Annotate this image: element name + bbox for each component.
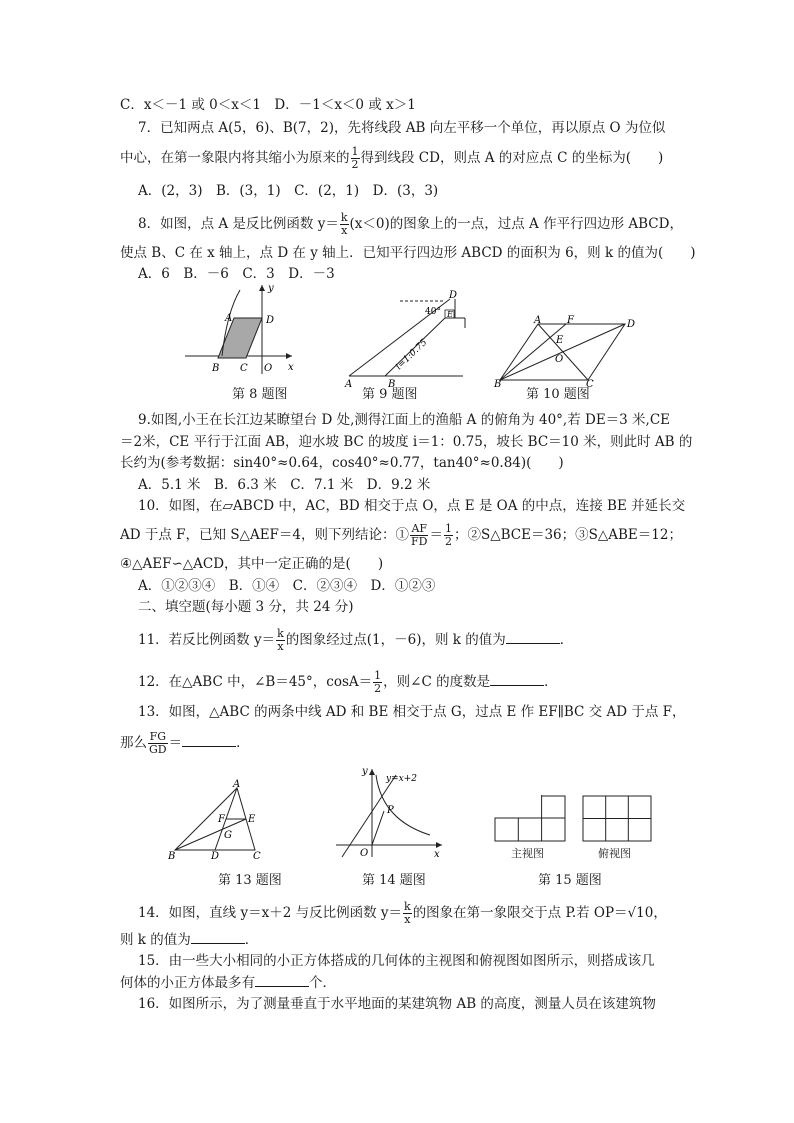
q7-options: A．(2，3) B．(3，1) C．(2，1) D．(3，3) bbox=[138, 183, 439, 199]
label-top-view: 俯视图 bbox=[598, 847, 631, 860]
q14-stem-2: 则 k 的值为 ． bbox=[120, 932, 259, 948]
svg-text:y: y bbox=[268, 283, 274, 294]
q10-stem-1: 10．如图，在▱ABCD 中，AC，BD 相交于点 O，点 E 是 OA 的中点，连接 BE 并延长交 bbox=[138, 498, 686, 514]
svg-text:B: B bbox=[168, 851, 176, 862]
section-2-heading: 二、填空题(每小题 3 分，共 24 分) bbox=[138, 599, 354, 615]
svg-text:E: E bbox=[556, 335, 564, 346]
fraction-k-over-x-14: $\frac{k}{x}$ bbox=[404, 900, 411, 926]
figure-14 bbox=[330, 765, 450, 861]
fraction-half-10: $\frac{1}{2}$ bbox=[444, 522, 452, 548]
figure-15-top-view bbox=[582, 795, 652, 843]
fraction-half: $\frac{1}{2}$ bbox=[351, 145, 359, 171]
svg-text:A: A bbox=[345, 379, 353, 390]
q8-stem-2: 使点 B、C 在 x 轴上，点 D 在 y 轴上．已知平行四边形 ABCD 的面积为 6，则 k 的值为( ) bbox=[120, 245, 696, 261]
svg-text:E: E bbox=[447, 310, 453, 319]
svg-text:x: x bbox=[288, 362, 294, 373]
svg-text:D: D bbox=[449, 290, 458, 301]
svg-text:G: G bbox=[224, 830, 232, 841]
svg-text:x: x bbox=[434, 849, 440, 860]
answer-blank-12 bbox=[490, 672, 544, 686]
svg-text:B: B bbox=[494, 379, 502, 390]
answer-blank-14 bbox=[191, 930, 245, 944]
svg-text:F: F bbox=[218, 814, 225, 825]
q9-stem-3: 长约为(参考数据：sin40°≈0.64，cos40°≈0.77，tan40°≈0.84)( ) bbox=[120, 455, 564, 471]
svg-text:B: B bbox=[212, 363, 220, 374]
label-front-view: 主视图 bbox=[511, 847, 544, 860]
q13-stem-2: 那么 $\frac{FG}{GD}$ ＝ ． bbox=[120, 730, 250, 756]
svg-text:D: D bbox=[211, 851, 220, 862]
caption-figure-13: 第 13 题图 bbox=[218, 873, 282, 888]
q8-stem-1: 8．如图，点 A 是反比例函数 y＝ $\frac{k}{x}$ (x＜0)的图象上的一点，过点 A 作平行四边形 ABCD， bbox=[138, 211, 683, 237]
svg-text:C: C bbox=[253, 851, 261, 862]
fraction-half-12: $\frac{1}{2}$ bbox=[374, 669, 382, 695]
svg-text:F: F bbox=[567, 315, 574, 326]
svg-text:40°: 40° bbox=[425, 307, 441, 317]
figure-15-front-view bbox=[494, 795, 566, 843]
answer-blank-13 bbox=[182, 733, 236, 747]
svg-text:C: C bbox=[586, 379, 594, 390]
q10-stem-2: AD 于点 F，已知 S△AEF＝4，则下列结论：① $\frac{AF}{FD}$ ＝ $\frac{1}{2}$ ；②S△BCE＝36；③S△ABE＝12； bbox=[120, 522, 682, 548]
caption-figure-9: 第 9 题图 bbox=[362, 387, 418, 402]
svg-text:y: y bbox=[362, 766, 368, 777]
q15-stem-1: 15．由一些大小相同的小正方体搭成的几何体的主视图和俯视图如图所示，则搭成该几 bbox=[138, 953, 655, 969]
answer-blank-15 bbox=[255, 973, 309, 987]
caption-figure-14: 第 14 题图 bbox=[362, 873, 426, 888]
svg-text:O: O bbox=[264, 363, 273, 374]
q10-options: A．①②③④ B．①④ C．②③④ D．①②③ bbox=[138, 578, 436, 594]
fraction-k-over-x-11: $\frac{k}{x}$ bbox=[277, 627, 284, 653]
answer-blank-11 bbox=[506, 630, 560, 644]
svg-text:A: A bbox=[534, 315, 542, 326]
q9-stem-2: ＝2米，CE 平行于江面 AB，迎水坡 BC 的坡度 i＝1：0.75，坡长 BC＝10 米，则此时 AB 的 bbox=[120, 434, 693, 450]
q15-stem-2: 何体的小正方体最多有 个． bbox=[120, 975, 336, 991]
svg-text:O: O bbox=[555, 354, 564, 365]
svg-text:O: O bbox=[360, 848, 369, 859]
q9-options: A．5.1 米 B．6.3 米 C．7.1 米 D．9.2 米 bbox=[138, 477, 431, 493]
q8-options: A．6 B．－6 C．3 D．－3 bbox=[138, 266, 335, 282]
svg-text:C: C bbox=[240, 363, 248, 374]
fraction-af-fd: $\frac{AF}{FD}$ bbox=[411, 522, 428, 548]
q6-options-cd: C．x＜－1 或 0＜x＜1 D．－1＜x＜0 或 x＞1 bbox=[120, 97, 416, 113]
fraction-k-over-x: $\frac{k}{x}$ bbox=[340, 211, 348, 237]
caption-figure-8: 第 8 题图 bbox=[232, 387, 288, 402]
svg-text:A: A bbox=[225, 313, 233, 324]
svg-text:D: D bbox=[266, 315, 275, 326]
q7-stem-1: 7．已知两点 A(5，6)、B(7，2)，先将线段 AB 向左平移一个单位，再以原点 O 为位似 bbox=[138, 120, 666, 136]
fraction-fg-gd: $\frac{FG}{GD}$ bbox=[149, 730, 167, 756]
q7-stem-2: 中心，在第一象限内将其缩小为原来的 $\frac{1}{2}$ 得到线段 CD，则点 A 的对应点 C 的坐标为( ) bbox=[120, 145, 664, 171]
figure-8 bbox=[180, 282, 300, 378]
caption-figure-15: 第 15 题图 bbox=[538, 873, 602, 888]
figure-9 bbox=[345, 288, 475, 390]
q11-stem: 11．若反比例函数 y＝ $\frac{k}{x}$ 的图象经过点(1，－6)，则 k 的值为 ． bbox=[138, 627, 574, 653]
q14-stem-1: 14．如图，直线 y＝x＋2 与反比例函数 y＝ $\frac{k}{x}$ 的图象在第一象限交于点 P.若 OP＝√10， bbox=[138, 900, 667, 926]
q10-stem-3: ④△AEF∽△ACD，其中一定正确的是( ) bbox=[120, 556, 384, 572]
svg-text:A: A bbox=[233, 779, 241, 790]
figure-10 bbox=[490, 312, 640, 388]
svg-text:i=1:0.75: i=1:0.75 bbox=[394, 337, 430, 373]
q12-stem: 12．在△ABC 中，∠B＝45°，cosA＝ $\frac{1}{2}$ ，则∠C 的度数是 ． bbox=[138, 669, 558, 695]
q16-stem-1: 16．如图所示，为了测量垂直于水平地面的某建筑物 AB 的高度，测量人员在该建筑物 bbox=[138, 996, 656, 1012]
svg-text:E: E bbox=[248, 814, 256, 825]
q9-stem-1: 9.如图,小王在长江边某瞭望台 D 处,测得江面上的渔船 A 的俯角为 40°,若 DE＝3 米,CE bbox=[138, 412, 671, 428]
caption-figure-10: 第 10 题图 bbox=[526, 387, 590, 402]
figure-13 bbox=[165, 778, 275, 862]
svg-text:y=x+2: y=x+2 bbox=[386, 774, 417, 784]
q13-stem-1: 13．如图，△ABC 的两条中线 AD 和 BE 相交于点 G，过点 E 作 EF∥BC 交 AD 于点 F， bbox=[138, 704, 686, 720]
svg-text:D: D bbox=[627, 319, 636, 330]
svg-text:B: B bbox=[388, 379, 396, 390]
svg-text:P: P bbox=[387, 805, 394, 816]
